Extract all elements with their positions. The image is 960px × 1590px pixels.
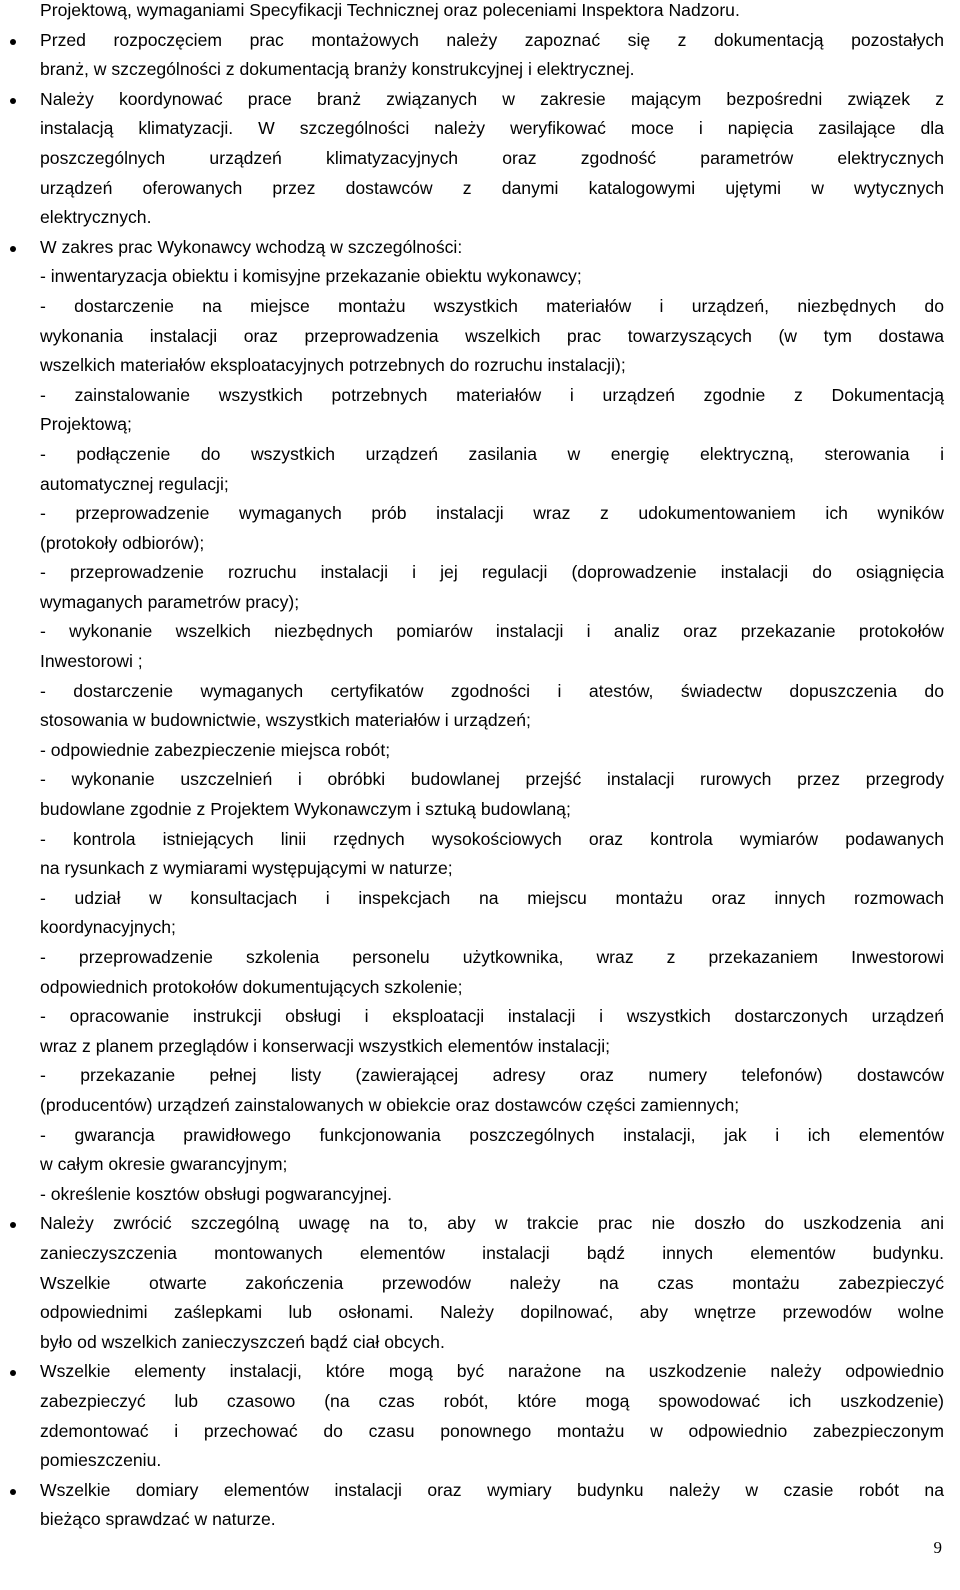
page-number: 9 — [933, 1538, 942, 1557]
line-text: - dostarczenie wymaganych certyfikatów zgodności i atestów, świadectw dopuszczenia do — [40, 680, 944, 701]
line-text: Należy koordynować prace branż związanych w zakresie mającym bezpośredni związek z — [40, 88, 944, 109]
line-text: - określenie kosztów obsługi pogwarancyjnej. — [40, 1183, 393, 1204]
text-line — [0, 499, 960, 529]
line-text: - przeprowadzenie rozruchu instalacji i jej regulacji (doprowadzenie instalacji do osiągnięcia — [40, 562, 944, 583]
text-line — [0, 1002, 960, 1032]
line-text: - dostarczenie na miejsce montażu wszystkich materiałów i urządzeń, niezbędnych do — [40, 295, 944, 316]
line-text: odpowiednimi zaślepkami lub osłonami. Należy dopilnować, aby wnętrze przewodów wolne — [40, 1302, 944, 1323]
text-line — [0, 351, 960, 381]
line-text: - przeprowadzenie wymaganych prób instalacji wraz z udokumentowaniem ich wyników — [40, 503, 944, 524]
line-text: Wszelkie otwarte zakończenia przewodów należy na czas montażu zabezpieczyć — [40, 1272, 944, 1293]
text-line — [0, 1417, 960, 1447]
line-text: - przeprowadzenie szkolenia personelu użytkownika, wraz z przekazaniem Inwestorowi — [40, 947, 944, 967]
line-text: - udział w konsultacjach i inspekcjach na miejscu montażu oraz innych rozmowach — [40, 887, 944, 908]
bullet-item-line — [0, 233, 960, 263]
text-line — [0, 470, 960, 500]
line-text: (producentów) urządzeń zainstalowanych w obiekcie oraz dostawców części zamiennych; — [40, 1094, 740, 1115]
line-text: wszelkich materiałów eksploatacyjnych potrzebnych do rozruchu instalacji); — [40, 355, 626, 376]
bullet-icon — [10, 1489, 16, 1495]
line-text: Projektową, wymaganiami Specyfikacji Technicznej oraz poleceniami Inspektora Nadzoru. — [40, 0, 740, 20]
line-text: elektrycznych. — [40, 207, 152, 228]
bullet-icon — [10, 246, 16, 252]
text-line — [0, 1269, 960, 1299]
line-text: - gwarancja prawidłowego funkcjonowania poszczególnych instalacji, jak i ich elementów — [40, 1124, 944, 1145]
line-text: Inwestorowi ; — [40, 651, 143, 672]
text-line — [0, 1505, 960, 1535]
text-line — [0, 144, 960, 174]
line-text: w całym okresie gwarancyjnym; — [40, 1154, 288, 1175]
text-line — [0, 292, 960, 322]
line-text: urządzeń oferowanych przez dostawców z danymi katalogowymi ujętymi w wytycznych — [40, 177, 944, 198]
text-line — [0, 1239, 960, 1269]
bullet-item-line — [0, 1209, 960, 1239]
bullet-icon — [10, 1370, 16, 1376]
bullet-icon — [10, 98, 16, 104]
text-line — [0, 795, 960, 825]
line-text: - wykonanie wszelkich niezbędnych pomiarów instalacji i analiz oraz przekazanie protokołów — [40, 621, 944, 642]
text-line — [0, 588, 960, 618]
line-text: zabezpieczyć lub czasowo (na czas robót, które mogą spowodować ich uszkodzenie) — [40, 1390, 944, 1411]
text-line — [0, 558, 960, 588]
line-text: - inwentaryzacja obiektu i komisyjne przekazanie obiektu wykonawcy; — [40, 266, 582, 287]
text-line — [0, 114, 960, 144]
line-text: Wszelkie domiary elementów instalacji oraz wymiary budynku należy w czasie robót na — [40, 1479, 944, 1500]
line-text: - odpowiednie zabezpieczenie miejsca robót; — [40, 739, 391, 760]
line-text: Należy zwrócić szczególną uwagę na to, aby w trakcie prac nie doszło do uszkodzenia ani — [40, 1213, 944, 1234]
text-line — [0, 410, 960, 440]
text-line — [0, 765, 960, 795]
line-text: branż, w szczególności z dokumentacją branży konstrukcyjnej i elektrycznej. — [40, 59, 635, 80]
text-line — [0, 440, 960, 470]
line-text: - podłączenie do wszystkich urządzeń zasilania w energię elektryczną, sterowania i — [40, 443, 944, 464]
text-line — [0, 736, 960, 766]
text-line — [0, 0, 960, 26]
text-line — [0, 913, 960, 943]
line-text: wymaganych parametrów pracy); — [40, 591, 300, 612]
line-text: pomieszczeniu. — [40, 1450, 162, 1471]
bullet-icon — [10, 1222, 16, 1228]
text-line — [0, 1061, 960, 1091]
text-line — [0, 203, 960, 233]
text-line — [0, 1328, 960, 1358]
text-line — [0, 1298, 960, 1328]
bullet-item-line — [0, 26, 960, 56]
bullet-item-line — [0, 1357, 960, 1387]
text-line — [0, 854, 960, 884]
line-text: zanieczyszczenia montowanych elementów instalacji bądź innych elementów budynku. — [40, 1242, 944, 1263]
line-text: stosowania w budownictwie, wszystkich materiałów i urządzeń; — [40, 710, 531, 731]
text-line — [0, 529, 960, 559]
line-text: instalacją klimatyzacji. W szczególności należy weryfikować moce i napięcia zasilające dla — [40, 118, 944, 139]
line-text: poszczególnych urządzeń klimatyzacyjnych oraz zgodność parametrów elektrycznych — [40, 147, 944, 168]
text-line — [0, 262, 960, 292]
text-line — [0, 1180, 960, 1210]
text-line — [0, 1387, 960, 1417]
text-line — [0, 322, 960, 352]
text-line — [0, 1032, 960, 1062]
text-line — [0, 381, 960, 411]
line-text: Wszelkie elementy instalacji, które mogą być narażone na uszkodzenie należy odpowiednio — [40, 1361, 944, 1382]
line-text: - wykonanie uszczelnień i obróbki budowlanej przejść instalacji rurowych przez przegrody — [40, 769, 944, 790]
text-line — [0, 55, 960, 85]
text-line — [0, 1121, 960, 1151]
text-line — [0, 677, 960, 707]
text-line — [0, 1091, 960, 1121]
line-text: bieżąco sprawdzać w naturze. — [40, 1509, 276, 1530]
text-line — [0, 884, 960, 914]
line-text: było od wszelkich zanieczyszczeń bądź ciał obcych. — [40, 1331, 445, 1352]
line-text: wraz z planem przeglądów i konserwacji wszystkich elementów instalacji; — [40, 1035, 611, 1056]
text-line — [0, 706, 960, 736]
line-text: - kontrola istniejących linii rzędnych wysokościowych oraz kontrola wymiarów podawanych — [40, 828, 944, 849]
text-line — [0, 174, 960, 204]
text-line — [0, 1150, 960, 1180]
text-line — [0, 617, 960, 647]
line-text: zdemontować i przechować do czasu ponownego montażu w odpowiednio zabezpieczonym — [40, 1420, 944, 1441]
line-text: W zakres prac Wykonawcy wchodzą w szczególności: — [40, 236, 463, 257]
line-text: Projektową; — [40, 414, 132, 435]
line-text: odpowiednich protokołów dokumentujących szkolenie; — [40, 976, 463, 997]
bullet-item-line — [0, 85, 960, 115]
line-text: budowlane zgodnie z Projektem Wykonawczym i sztuką budowlaną; — [40, 799, 571, 820]
line-text: - opracowanie instrukcji obsługi i eksploatacji instalacji i wszystkich dostarczonych urządzeń — [40, 1006, 944, 1027]
line-text: koordynacyjnych; — [40, 917, 176, 938]
text-line — [0, 1446, 960, 1476]
line-text: - przekazanie pełnej listy (zawierającej adresy oraz numery telefonów) dostawców — [40, 1065, 944, 1086]
line-text: Przed rozpoczęciem prac montażowych należy zapoznać się z dokumentacją pozostałych — [40, 29, 944, 50]
line-text: wykonania instalacji oraz przeprowadzenia wszelkich prac towarzyszących (w tym dostawa — [40, 325, 944, 346]
text-line — [0, 973, 960, 1003]
text-line — [0, 825, 960, 855]
text-line — [0, 943, 960, 973]
bullet-icon — [10, 39, 16, 45]
line-text: (protokoły odbiorów); — [40, 532, 205, 553]
line-text: automatycznej regulacji; — [40, 473, 229, 494]
bullet-item-line — [0, 1476, 960, 1506]
text-line — [0, 647, 960, 677]
line-text: na rysunkach z wymiarami występującymi w naturze; — [40, 858, 453, 879]
line-text: - zainstalowanie wszystkich potrzebnych materiałów i urządzeń zgodnie z Dokumentacją — [40, 384, 944, 405]
